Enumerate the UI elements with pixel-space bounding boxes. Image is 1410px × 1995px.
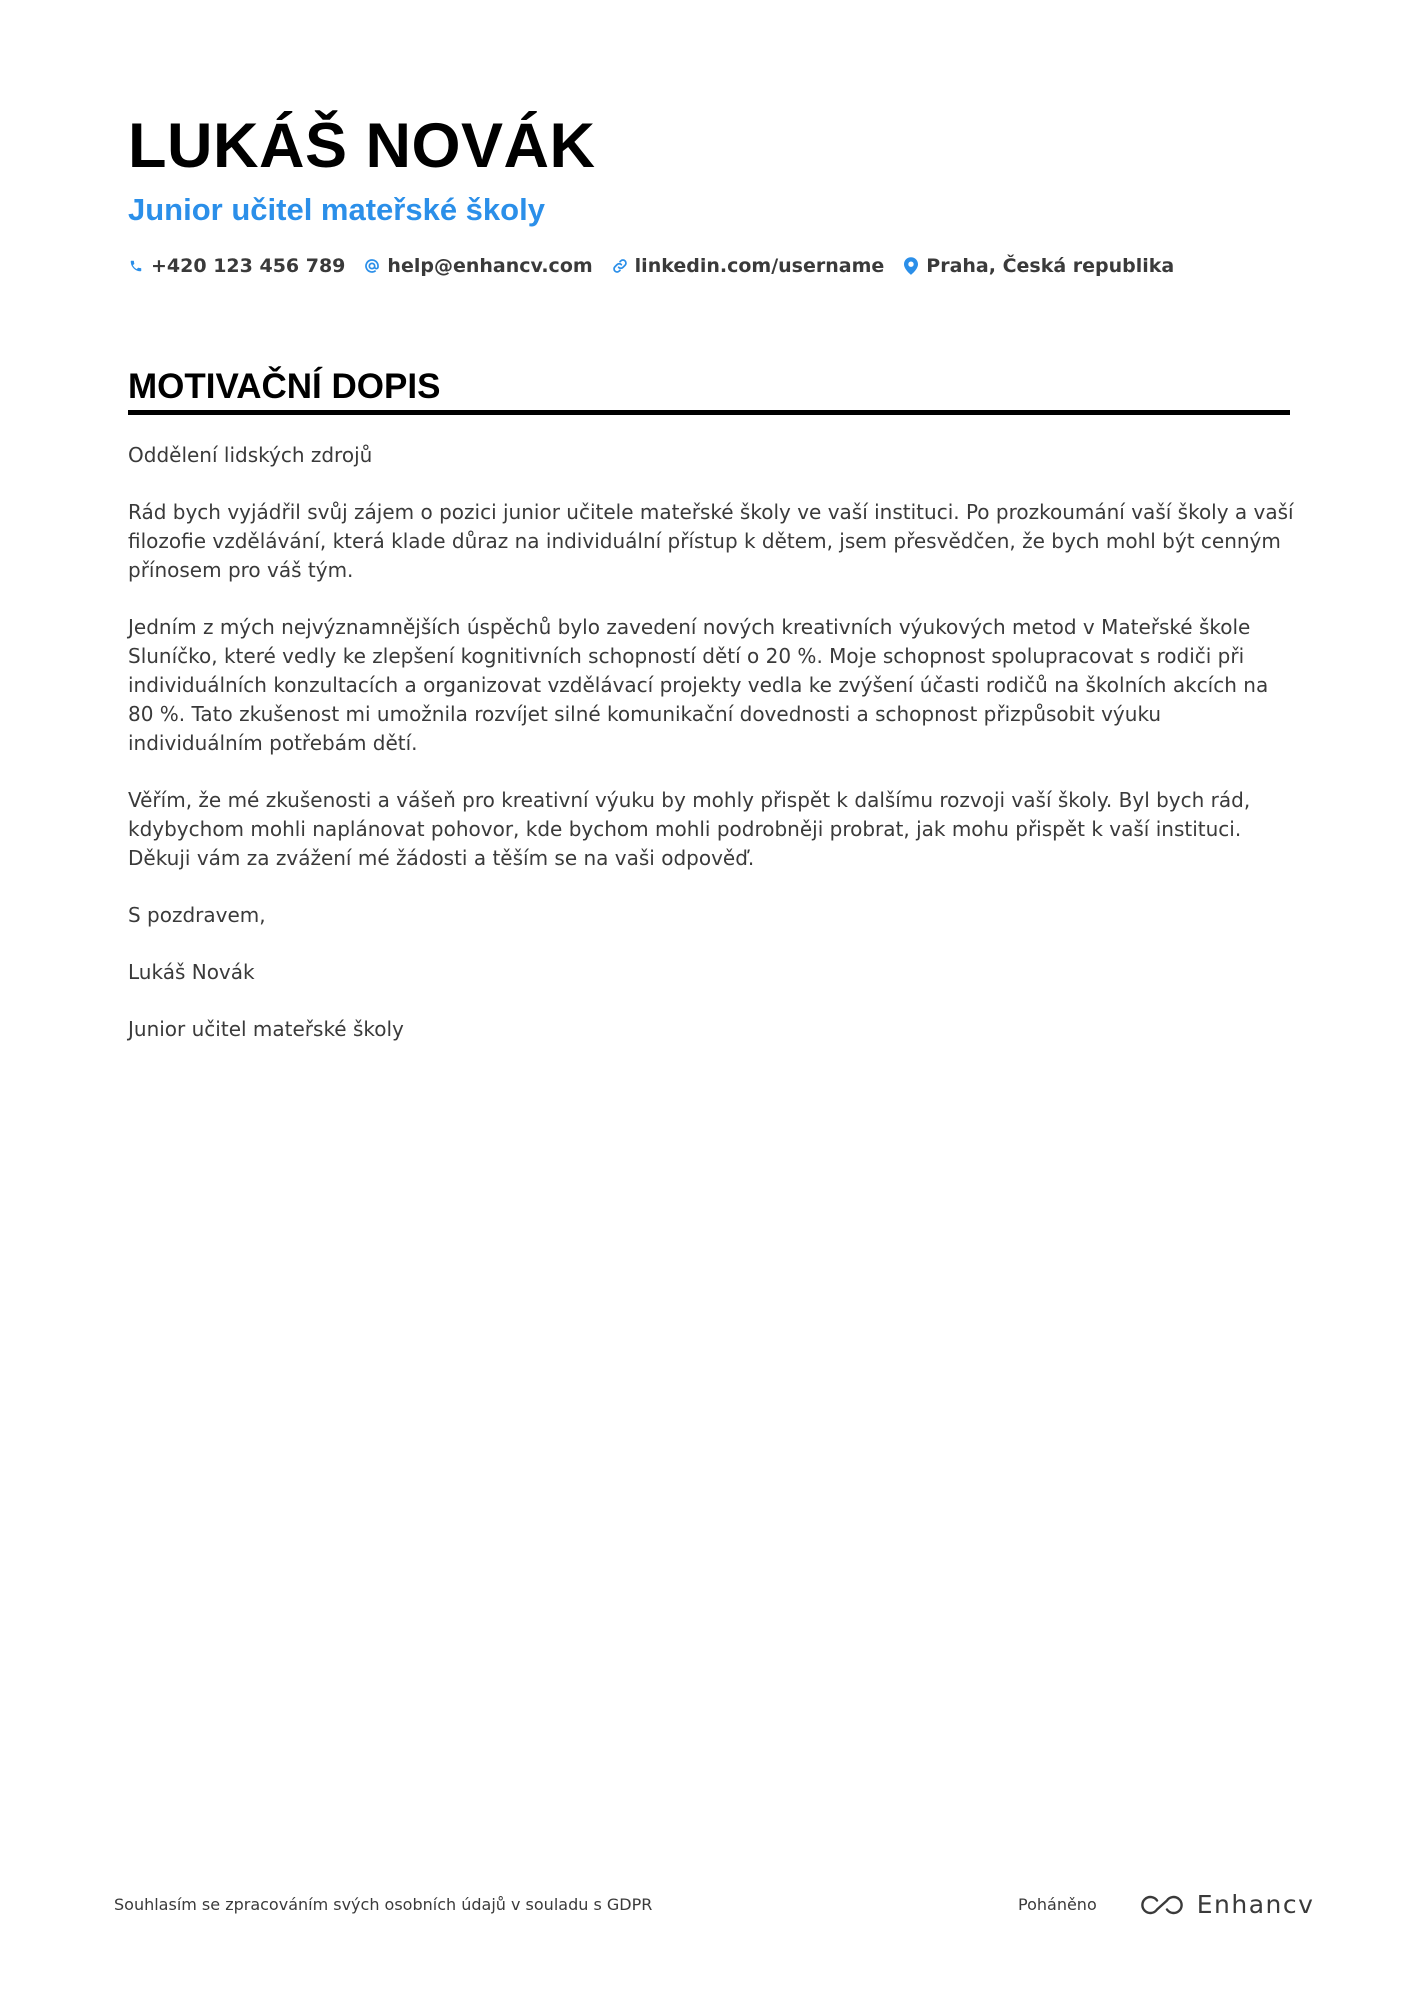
enhancv-logo-icon [1139,1893,1185,1917]
enhancv-brand-name: Enhancv [1196,1890,1315,1919]
letter-closing: S pozdravem, [128,903,266,927]
contact-location [903,252,1174,280]
contact-email[interactable] [364,252,592,280]
powered-by-label: Poháněno [1018,1895,1097,1914]
letter-paragraph: Rád bych vyjádřil svůj zájem o pozici junior učitele mateřské školy ve vaší instituci. Po prozkoumání vaší školy a vaší filozofie vzdělávání, která klade důraz na individuální přístup k dětem, jsem přesvědčen, že bych mohl být cenným přínosem pro váš tým. [128,500,1294,582]
section-divider [128,410,1290,415]
contact-linkedin[interactable] [612,252,885,280]
contact-bar [128,252,1193,280]
powered-by[interactable] [1018,1890,1314,1920]
candidate-title: Junior učitel mateřské školy [128,192,545,227]
section-heading: MOTIVAČNÍ DOPIS [128,367,441,406]
linkedin-text: linkedin.com/username [634,255,885,277]
email-text: help@enhancv.com [387,255,593,277]
letter-recipient: Oddělení lidských zdrojů [128,443,373,467]
phone-icon [128,257,144,275]
enhancv-logo[interactable] [1139,1890,1315,1920]
at-icon [364,257,380,275]
link-icon [612,257,628,275]
location-text: Praha, Česká republika [926,255,1175,277]
letter-body [128,441,1296,1072]
location-pin-icon [903,257,919,275]
letter-signature-name: Lukáš Novák [128,960,255,984]
contact-phone[interactable] [128,252,345,280]
gdpr-consent: Souhlasím se zpracováním svých osobních údajů v souladu s GDPR [114,1895,653,1914]
candidate-name: LUKÁŠ NOVÁK [128,111,596,181]
letter-paragraph: Věřím, že mé zkušenosti a vášeň pro kreativní výuku by mohly přispět k dalšímu rozvoji vaší školy. Byl bych rád, kdybychom mohli naplánovat pohovor, kde bychom mohli podrobněji probrat, jak mohu přispět k vaší instituci. Děkuji vám za zvážení mé žádosti a těším se na vaši odpověď. [128,788,1251,870]
letter-paragraph: Jedním z mých nejvýznamnějších úspěchů bylo zavedení nových kreativních výukových metod v Mateřské škole Sluníčko, které vedly ke zlepšení kognitivních schopností dětí o 20 %. Moje schopnost spolupracovat s rodiči při individuálních konzultacích a organizovat vzdělávací projekty vedla ke zvýšení účasti rodičů na školních akcích na 80 %. Tato zkušenost mi umožnila rozvíjet silné komunikační dovednosti a schopnost přizpůsobit výuku individuálním potřebám dětí. [128,615,1269,755]
phone-text: +420 123 456 789 [151,255,346,277]
letter-signature-title: Junior učitel mateřské školy [128,1017,404,1041]
